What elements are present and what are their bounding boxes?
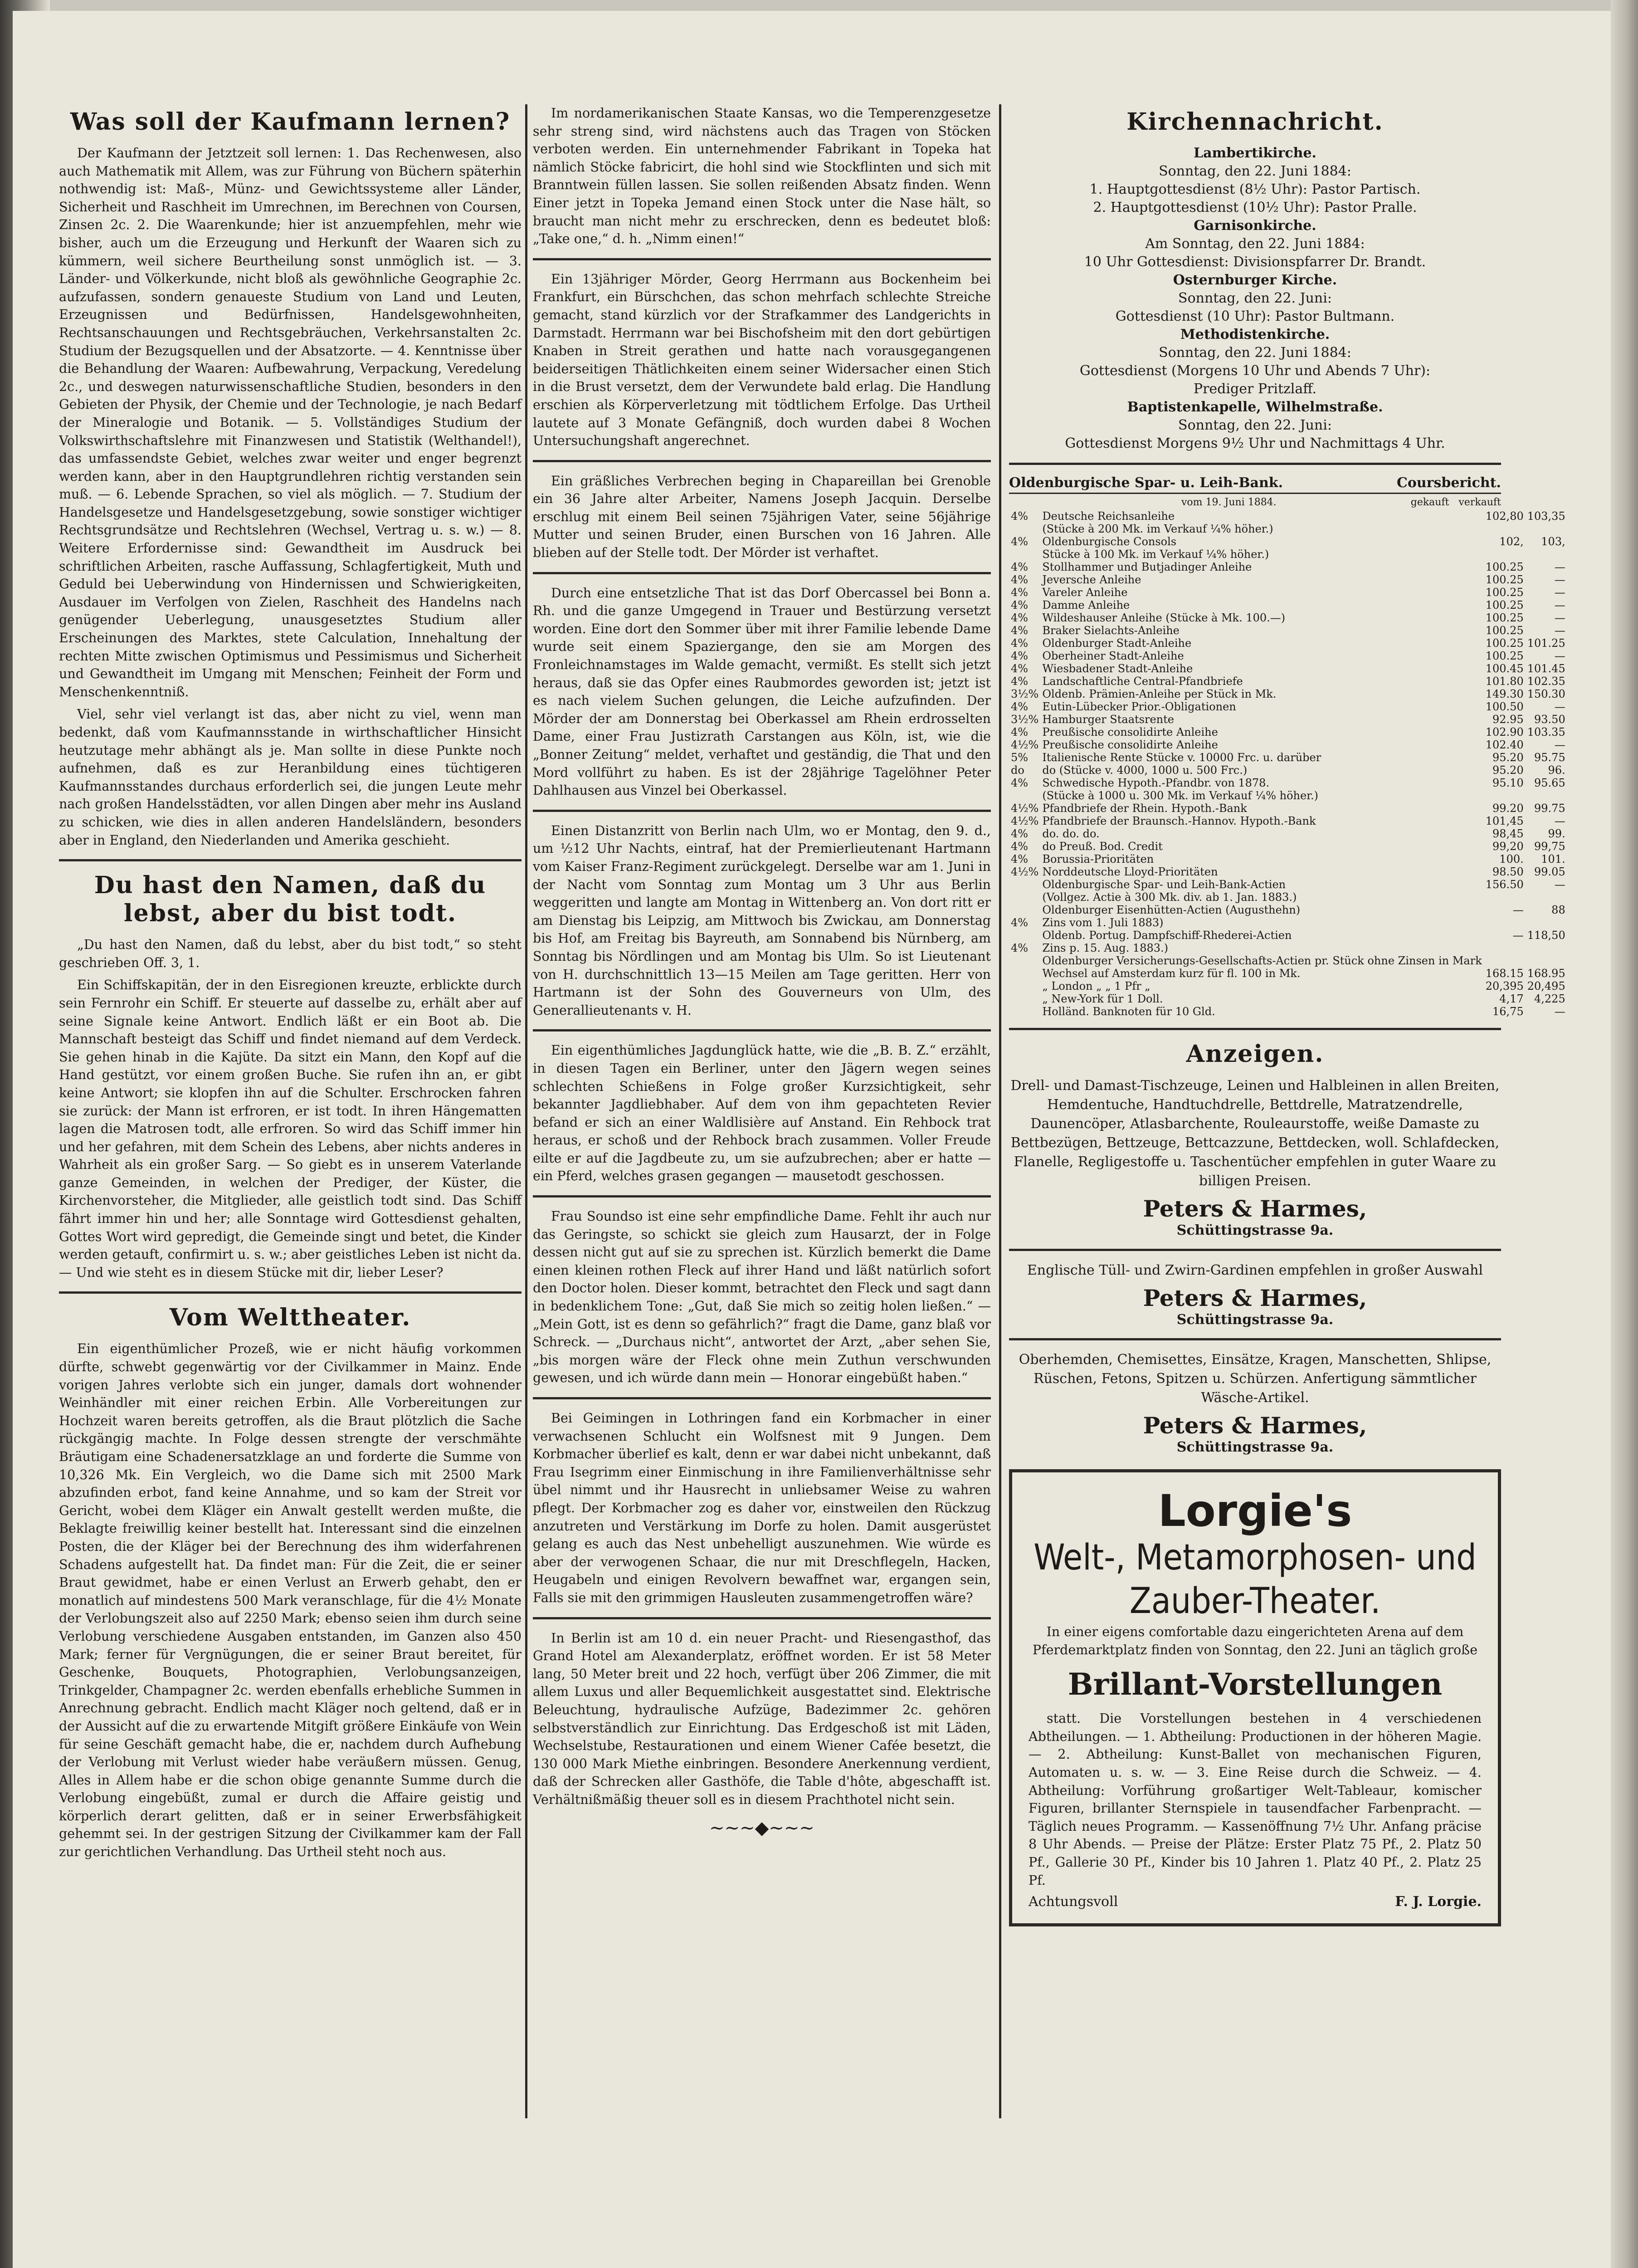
article-body-namen-1: „Du hast den Namen, daß du lebst, aber du bist todt,“ so steht geschrieben Off. 3, 1.	[59, 937, 522, 970]
firm-address: Schüttingstrasse 9a.	[1176, 1312, 1334, 1328]
rate-security: Oberheiner Stadt-Anleihe	[1042, 650, 1184, 662]
rate-row	[1009, 535, 1567, 548]
column-2	[533, 104, 991, 1838]
rate-sell: 150.30	[1527, 688, 1565, 700]
rate-interest: 5%	[1011, 751, 1029, 764]
ad-textiles-text: Drell- und Damast-Tischzeuge, Leinen und Halbleinen in allen Breiten, Hemdentuche, Handtuchdrelle, Bettdrelle, Matratzendrelle, Daunencöper, Atlasbarchente, Rouleaurstoffe, weiße Damaste zu Bettbezügen, Bettzeuge, Bettcazzune, Bettdecken, woll. Schlafdecken, Flanelle, Regligestoffe u. Taschentücher empfehlen in guter Waare zu billigen Preisen.	[1010, 1078, 1500, 1189]
rate-security: (Stücke à 200 Mk. im Verkauf ¼% höher.)	[1042, 523, 1273, 535]
rate-sell	[1526, 891, 1567, 904]
rate-security: Vareler Anleihe	[1042, 586, 1128, 599]
rate-row	[1009, 751, 1567, 764]
rate-security: do Preuß. Bod. Credit	[1042, 840, 1163, 853]
rate-row	[1009, 878, 1567, 891]
bank-title: Oldenburgische Spar- u. Leih-Bank.	[1009, 475, 1283, 491]
theater-intro: In einer eigens comfortable dazu eingerichteten Arena auf dem Pferdemarktplatz finden von Sonntag, den 22. Juni an täglich große	[1032, 1624, 1478, 1657]
divider	[1009, 1028, 1501, 1030]
column-rule	[525, 104, 527, 2118]
rate-buy: 100.25	[1485, 561, 1524, 573]
rate-interest	[1009, 523, 1040, 535]
coursbericht-title: Coursbericht.	[1396, 475, 1501, 491]
rate-interest: 4%	[1011, 942, 1029, 954]
rate-security: Stollhammer und Butjadinger Anleihe	[1042, 561, 1252, 573]
rate-row	[1009, 954, 1567, 967]
rate-buy: 168.15	[1485, 967, 1524, 980]
rate-security: Landschaftliche Central-Pfandbriefe	[1042, 675, 1243, 688]
article-body-prozess: Ein eigenthümlicher Prozeß, wie er nicht häufig vorkommen dürfte, schwebt gegenwärtig vor der Civilkammer in Mainz. Ende vorigen Jahres verlobte sich ein junger, damals dort wohnender Weinhändler mit einer reichen Erbin. Alle Vorbereitungen zur Hochzeit waren bereits getroffen, als die Braut plötzlich die Sache rückgängig machte. In Folge dessen strengte der verschmähte Bräutigam eine Schadenersatzklage an und forderte die Summe von 10,326 Mk. Ein Vergleich, wo die Dame sich mit 2500 Mark abzufinden erbot, fand keine Annahme, und so kam der Streit vor Gericht, wobei dem Kläger ein Anwalt gestellt werden mußte, die Beklagte freiwillig keiner bestellt hat. Interessant sind die einzelnen Posten, die der Kläger bei der Berechnung des ihm widerfahrenen Schadens aufgestellt hat. Da findet man: Für die Zeit, die er seiner Braut gewidmet, habe er einen Verlust an Erwerb gehabt, den er monatlich auf mindestens 500 Mark veranschlage, für die 4½ Monate der Verlobungszeit also auf 2250 Mark; ebenso seien ihm durch seine Verlobung verschiedene Ausgaben entstanden, im Ganzen also 450 Mark; ferner für Vergnügungen, die er seiner Braut bereitet, für Geschenke, Bouquets, Photographien, Verlobungsanzeigen, Trinkgelder, Champagner 2c. werden ebenfalls erhebliche Summen in Anrechnung gebracht. Endlich macht Kläger noch geltend, daß er in der Aussicht auf die zu erwartende Mitgift größere Einkäufe von Wein für seine Geschäft gemacht habe, die er, nachdem durch Aufhebung der Verlobung mit Verlust wieder habe veräußern müssen. Genug, Alles in Allem habe er die schon obige genannte Summe durch die Verlobung eingebüßt, zumal er durch die Affaire geistig und körperlich derart gelitten, daß er in seiner Erwerbsfähigkeit gehemmt sei. In der gestrigen Sitzung der Civilkammer kam der Fall zur gerichtlichen Verhandlung. Das Urtheil steht noch aus.	[59, 1341, 522, 1860]
column-3	[1009, 104, 1565, 1926]
firm-address: Schüttingstrasse 9a.	[1176, 1222, 1334, 1238]
rate-interest	[1009, 992, 1040, 1005]
rate-row	[1009, 777, 1567, 789]
divider	[59, 859, 522, 861]
rate-buy	[1484, 942, 1526, 954]
rate-interest	[1009, 878, 1040, 891]
rate-row	[1009, 738, 1567, 751]
church-name: Methodistenkirche.	[1180, 327, 1330, 342]
rate-row	[1009, 942, 1567, 954]
rate-interest	[1009, 904, 1040, 916]
signature-greeting: Achtungsvoll	[1029, 1894, 1118, 1910]
column-rule	[999, 104, 1001, 2118]
church-service-line: Sonntag, den 22. Juni 1884:	[1159, 345, 1351, 361]
rate-interest: 4%	[1011, 700, 1029, 713]
rate-sell	[1526, 789, 1567, 802]
rate-security: Zins p. 15. Aug. 1883.)	[1042, 942, 1168, 954]
rate-interest: 4%	[1011, 650, 1029, 662]
bank-subheader	[1009, 497, 1501, 508]
rate-buy: 102,80	[1485, 510, 1524, 523]
rate-interest: 4%	[1011, 777, 1029, 789]
rate-sell: 99,75	[1534, 840, 1565, 853]
article-wolfsnest: Bei Geimingen in Lothringen fand ein Korbmacher in einer verwachsenen Schlucht ein Wolfsnest mit 9 Jungen. Dem Korbmacher überlief es kalt, denn er war dabei nicht unbekannt, daß Frau Isegrimm einer Einmischung in ihre Familienverhältnisse sehr übel nimmt und ihr Hausrecht in unliebsamer Weise zu wahren pflegt. Der Korbmacher zog es daher vor, einstweilen den Rückzug anzutreten und Verstärkung im Dorfe zu holen. Damit ausgerüstet gelang es auch das Nest unbehelligt auszunehmen. Wie würde es aber der verwogenen Schaar, die nur mit Dreschflegeln, Hacken, Heugabeln und einigen Revolvern bewaffnet war, ergangen sein, Falls sie mit den grimmigen Hausleuten zusammengetroffen wäre?	[533, 1411, 991, 1605]
rate-sell: 95.65	[1534, 777, 1565, 789]
rate-row	[1009, 662, 1567, 675]
rate-security: Wildeshauser Anleihe (Stücke à Mk. 100.—)	[1042, 611, 1286, 624]
rate-buy: —	[1512, 929, 1524, 942]
rate-interest: 4½%	[1011, 738, 1039, 751]
rate-buy: 4,17	[1499, 992, 1524, 1005]
rate-interest: 4½%	[1011, 815, 1039, 827]
church-service-line: 2. Hauptgottesdienst (10½ Uhr): Pastor Pralle.	[1093, 200, 1417, 215]
rate-interest: 4%	[1011, 561, 1029, 573]
sell-header: verkauft	[1458, 497, 1501, 508]
rate-buy: 95.10	[1492, 777, 1524, 789]
rate-sell	[1526, 942, 1567, 954]
rate-buy	[1484, 891, 1526, 904]
rate-security: Stücke à 100 Mk. im Verkauf ¼% höher.)	[1042, 548, 1269, 561]
rate-security: Preußische consolidirte Anleihe	[1042, 738, 1218, 751]
rate-row	[1009, 650, 1567, 662]
divider	[533, 1397, 991, 1399]
divider	[533, 572, 991, 574]
section-title-welttheater: Vom Welttheater.	[169, 1304, 411, 1332]
rate-sell: 95.75	[1534, 751, 1565, 764]
rate-row	[1009, 789, 1567, 802]
theater-line-2: Welt-, Metamorphosen- und	[1034, 1537, 1477, 1578]
rate-row	[1009, 815, 1567, 827]
rate-interest	[1009, 1005, 1040, 1018]
article-body-kaufmann-2: Viel, sehr viel verlangt ist das, aber nicht zu viel, wenn man bedenkt, daß vom Kaufmannsstande in wirthschaftlicher Hinsicht heutzutage mehr abhängt als je. Man sollte in diese Punkte noch aufnehmen, daß es zur Heranbildung eines tüchtigeren Kaufmannsstandes durchaus erforderlich sei, die jungen Leute mehr nach großen Handelsstädten, vor allen Dingen aber mehr ins Ausland zu schicken, wie dies in allen anderen Handelsländern, besonders aber in England, den Niederlanden und Amerika geschieht.	[59, 707, 522, 848]
divider	[59, 1291, 522, 1294]
rate-interest: 4%	[1011, 510, 1029, 523]
rate-security: Oldenburgische Spar- und Leih-Bank-Actien	[1042, 878, 1286, 891]
rate-interest	[1009, 980, 1040, 992]
rate-security: Norddeutsche Lloyd-Prioritäten	[1042, 865, 1218, 878]
article-empfindliche-dame: Frau Soundso ist eine sehr empfindliche Dame. Fehlt ihr auch nur das Geringste, so schickt sie gleich zum Hausarzt, der in Folge dessen nicht gut auf sie zu sprechen ist. Kürzlich bemerkt die Dame einen kleinen rothen Fleck auf ihrer Hand und läßt natürlich sofort den Doctor holen. Dieser kommt, betrachtet den Fleck und sagt dann in bedenklichem Tone: „Gut, daß Sie mich so zeitig holen ließen.“ — „Mein Gott, ist es denn so gefährlich?“ fragt die Dame, ganz blaß vor Schreck. — „Durchaus nicht“, antwortet der Arzt, „aber sehen Sie, „bis morgen wäre der Fleck ohne mein Zuthun verschwunden gewesen, und ich würde dann mein — Honorar eingebüßt haben.“	[533, 1209, 991, 1386]
rate-buy: 149.30	[1485, 688, 1524, 700]
rate-security: Oldenburger Versicherungs-Gesellschafts-Actien pr. Stück ohne Zinsen in Mark	[1042, 954, 1482, 967]
rate-sell: —	[1554, 650, 1565, 662]
rate-interest: 4%	[1011, 586, 1029, 599]
article-jagdunglueck: Ein eigenthümliches Jagdunglück hatte, wie die „B. B. Z.“ erzählt, in diesen Tagen ein Berliner, unter den Jägern wegen seines schlechten Schießens in Folge großer Kurzsichtigkeit, sehr bekannter Jagdliebhaber. Auf dem von ihm gepachteten Revier befand er sich an einer Waldlisière auf Anstand. Ein Rehbock trat heraus, er schoß und der Rehbock brach zusammen. Voller Freude eilte er auf die Jagdbeute zu, um sie aufzubrechen; aber er hatte — ein Pferd, welches grasen gegangen — mausetodt geschossen.	[533, 1043, 991, 1184]
rate-sell: 99.05	[1534, 865, 1565, 878]
rate-sell: 96.	[1548, 764, 1565, 777]
article-title-namen: Du hast den Namen, daß du lebst, aber du bist todt.	[94, 871, 487, 928]
buy-header: gekauft	[1410, 497, 1449, 508]
rate-security: Deutsche Reichsanleihe	[1042, 510, 1175, 523]
ad-textiles	[1009, 1076, 1501, 1239]
rate-interest: 4%	[1011, 916, 1029, 929]
rate-sell: —	[1554, 599, 1565, 611]
rate-row	[1009, 929, 1567, 942]
divider	[533, 810, 991, 812]
rate-interest: 4%	[1011, 599, 1029, 611]
rate-buy: 100.25	[1485, 611, 1524, 624]
rate-buy: 92.95	[1492, 713, 1524, 726]
rate-buy: 16,75	[1492, 1005, 1524, 1018]
rate-interest: 4%	[1011, 535, 1029, 548]
rate-security: (Vollgez. Actie à 300 Mk. div. ab 1. Jan. 1883.)	[1042, 891, 1297, 904]
divider	[533, 1617, 991, 1619]
rate-buy	[1484, 523, 1526, 535]
rate-interest: 4%	[1011, 827, 1029, 840]
rate-security: Borussia-Prioritäten	[1042, 853, 1154, 865]
rate-interest: 4%	[1011, 675, 1029, 688]
bank-date: vom 19. Juni 1884.	[1181, 497, 1277, 508]
church-service-line: Sonntag, den 22. Juni 1884:	[1159, 163, 1351, 179]
rate-sell: 103,35	[1527, 510, 1565, 523]
rate-buy: 100.25	[1485, 573, 1524, 586]
rate-sell: —	[1554, 700, 1565, 713]
rate-buy	[1484, 954, 1526, 967]
rate-interest: 4%	[1011, 662, 1029, 675]
rate-security: do (Stücke v. 4000, 1000 u. 500 Frc.)	[1042, 764, 1248, 777]
rate-row	[1009, 523, 1567, 535]
rate-interest: 4%	[1011, 637, 1029, 650]
rate-buy: 95.20	[1492, 751, 1524, 764]
article-moerder: Ein 13jähriger Mörder, Georg Herrmann aus Bockenheim bei Frankfurt, ein Bürschchen, das schon mehrfach schlechte Streiche gemacht, stand kürzlich vor der Strafkammer des Landgerichts in Darmstadt. Herrmann war bei Bischofsheim mit den dort gebürtigen Knaben in Streit gerathen und hatte nach vorausgegangenen beiderseitigen Thätlichkeiten einem seiner Widersacher einen Stich in die Brust versetzt, dem der Verwundete bald erlag. Die Handlung erschien als Körperverletzung mit tödtlichem Erfolge. Das Urtheil lautete auf 3 Monate Gefängniß, doch wurden dabei 8 Wochen Untersuchungshaft angerechnet.	[533, 271, 991, 449]
rate-buy: 100.50	[1485, 700, 1524, 713]
rate-security: Oldenb. Portug. Dampfschiff-Rhederei-Actien	[1042, 929, 1292, 942]
rate-buy: 101.80	[1485, 675, 1524, 688]
rate-interest	[1009, 548, 1040, 561]
church-name: Osternburger Kirche.	[1173, 272, 1337, 288]
article-title-kaufmann: Was soll der Kaufmann lernen?	[70, 108, 511, 136]
rate-security: Wiesbadener Stadt-Anleihe	[1042, 662, 1193, 675]
rate-sell	[1526, 523, 1567, 535]
rate-sell: 168.95	[1527, 967, 1565, 980]
rate-interest: 4½%	[1011, 802, 1039, 815]
rate-sell: 93.50	[1534, 713, 1565, 726]
kirchennachricht-title: Kirchennachricht.	[1126, 108, 1384, 136]
divider	[1009, 463, 1501, 465]
theater-line-3: Zauber-Theater.	[1129, 1581, 1381, 1622]
rate-security: Holländ. Banknoten für 10 Gld.	[1042, 1005, 1215, 1018]
rate-sell	[1526, 548, 1567, 561]
rate-security: Pfandbriefe der Rhein. Hypoth.-Bank	[1042, 802, 1247, 815]
rate-security: Oldenb. Prämien-Anleihe per Stück in Mk.	[1042, 688, 1277, 700]
rate-sell	[1526, 916, 1567, 929]
rate-row	[1009, 510, 1567, 523]
article-verbrechen: Ein gräßliches Verbrechen beging in Chapareillan bei Grenoble ein 36 Jahre alter Arbeiter, Namens Joseph Jacquin. Derselbe erschlug mit einem Beil seinen 75jährigen Vater, seine 56jährige Mutter und seinen Bruder, einen Burschen von 16 Jahren. Alle blieben auf der Stelle todt. Der Mörder ist verhaftet.	[533, 473, 991, 561]
theater-body: statt. Die Vorstellungen bestehen in 4 verschiedenen Abtheilungen. — 1. Abtheilung: Productionen in der höheren Magie. — 2. Abtheilung: Kunst-Ballet von mechanischen Figuren, Automaten u. s. w. — 3. Eine Reise durch die Schweiz. — 4. Abtheilung: Vorführung großartiger Welt-Tableaur, komischer Figuren, brillanter Sternspiele in tausendfacher Farbenpracht. — Täglich neues Programm. — Kassenöffnung 7½ Uhr. Anfang präcise 8 Uhr Abends. — Preise der Plätze: Erster Platz 75 Pf., 2. Platz 50 Pf., Gallerie 30 Pf., Kinder bis 10 Jahren 1. Platz 40 Pf., 2. Platz 25 Pf.	[1029, 1711, 1482, 1888]
rate-sell: 4,225	[1534, 992, 1565, 1005]
rate-security: Oldenburger Eisenhütten-Actien (Augusthehn)	[1042, 904, 1301, 916]
church-service-line: Prediger Pritzlaff.	[1193, 381, 1317, 397]
rate-sell: 101.	[1541, 853, 1565, 865]
rate-buy: 100.25	[1485, 624, 1524, 637]
church-service-line: 10 Uhr Gottesdienst: Divisionspfarrer Dr. Brandt.	[1084, 254, 1426, 270]
church-service-line: Sonntag, den 22. Juni:	[1178, 290, 1332, 306]
rate-buy: 99,20	[1492, 840, 1524, 853]
church-service-line: Sonntag, den 22. Juni:	[1178, 417, 1332, 433]
rate-sell: 88	[1551, 904, 1565, 916]
rate-security: Eutin-Lübecker Prior.-Obligationen	[1042, 700, 1236, 713]
end-ornament: ~~~◆~~~	[709, 1818, 814, 1839]
divider	[533, 460, 991, 462]
rate-row	[1009, 865, 1567, 878]
rate-row	[1009, 904, 1567, 916]
church-service-line: Gottesdienst (10 Uhr): Pastor Bultmann.	[1115, 308, 1395, 324]
rate-buy: 98,45	[1492, 827, 1524, 840]
rate-row	[1009, 840, 1567, 853]
rate-sell: —	[1554, 573, 1565, 586]
rate-sell: 118,50	[1527, 929, 1565, 942]
rate-sell: —	[1554, 878, 1565, 891]
rate-sell: —	[1554, 611, 1565, 624]
rate-sell: —	[1554, 586, 1565, 599]
rate-interest: 4%	[1011, 853, 1029, 865]
rate-sell: 99.	[1548, 827, 1565, 840]
rate-security: (Stücke à 1000 u. 300 Mk. im Verkauf ¼% höher.)	[1042, 789, 1319, 802]
rate-buy: 100.25	[1485, 586, 1524, 599]
divider	[533, 1195, 991, 1198]
rate-buy: 156.50	[1485, 878, 1524, 891]
column-1	[59, 104, 522, 1866]
firm-name: Peters & Harmes,	[1143, 1412, 1367, 1439]
rate-buy: 100.25	[1485, 599, 1524, 611]
rate-interest	[1009, 891, 1040, 904]
rate-row	[1009, 802, 1567, 815]
rate-interest	[1009, 967, 1040, 980]
rate-buy	[1484, 789, 1526, 802]
rate-interest	[1009, 929, 1040, 942]
divider	[1009, 1338, 1501, 1340]
theater-headline: Brillant-Vorstellungen	[1068, 1667, 1443, 1702]
rate-buy: 102,	[1499, 535, 1524, 548]
rate-buy: 102.90	[1485, 726, 1524, 738]
rate-security: do. do. do.	[1042, 827, 1100, 840]
rate-security: Oldenburgische Consols	[1042, 535, 1177, 548]
rate-interest	[1009, 789, 1040, 802]
rate-security: Pfandbriefe der Braunsch.-Hannov. Hypoth.-Bank	[1042, 815, 1316, 827]
rate-security: Preußische consolidirte Anleihe	[1042, 726, 1218, 738]
rate-sell: 102.35	[1527, 675, 1565, 688]
rate-buy: 20,395	[1485, 980, 1524, 992]
rate-row	[1009, 637, 1567, 650]
rate-sell: 103,	[1541, 535, 1565, 548]
anzeigen-title: Anzeigen.	[1186, 1040, 1324, 1068]
rate-security: Hamburger Staatsrente	[1042, 713, 1174, 726]
rate-security: Braker Sielachts-Anleihe	[1042, 624, 1180, 637]
ad-lorgie-theater	[1009, 1469, 1501, 1926]
rate-row	[1009, 827, 1567, 840]
rate-security: Oldenburger Stadt-Anleihe	[1042, 637, 1192, 650]
exchange-rate-table	[1009, 510, 1567, 1018]
church-service-line: 1. Hauptgottesdienst (8½ Uhr): Pastor Partisch.	[1089, 181, 1421, 197]
rate-security: „ London „ „ 1 Pfr „	[1042, 980, 1150, 992]
rate-sell: 103.35	[1527, 726, 1565, 738]
rate-security: Schwedische Hypoth.-Pfandbr. von 1878.	[1042, 777, 1270, 789]
rate-security: Damme Anleihe	[1042, 599, 1130, 611]
rate-buy: 100.25	[1485, 650, 1524, 662]
firm-address: Schüttingstrasse 9a.	[1176, 1439, 1334, 1455]
rate-row	[1009, 891, 1567, 904]
bank-header	[1009, 475, 1501, 494]
ad-waesche-text: Oberhemden, Chemisettes, Einsätze, Kragen, Manschetten, Shlipse, Rüschen, Fetons, Spitzen u. Schürzen. Anfertigung sämmtlicher Wäsche-Artikel.	[1019, 1352, 1492, 1406]
rate-buy: 95.20	[1492, 764, 1524, 777]
article-body-kaufmann-1: Der Kaufmann der Jetztzeit soll lernen: 1. Das Rechenwesen, also auch Mathematik mit Allem, was zur Führung von Büchern späterhin nothwendig ist: Maß-, Münz- und Gewichtssysteme aller Länder, Sicherheit und Raschheit im Umrechnen, im Berechnen von Coursen, Zinsen 2c. 2. Die Waarenkunde; hier ist anzuempfehlen, mehr wie bisher, auch um die Erzeugung und Herkunft der Waaren sich zu kümmern, weil sichere Beurtheilung sonst unmöglich ist. — 3. Länder- und Völkerkunde, nicht bloß als gewöhnliche Geographie 2c. aufzufassen, sondern genaueste Studium von Land und Leuten, Erzeugnissen und Bedürfnissen, Handelsgewohnheiten, Rechtsanschauungen und Rechtsgebräuchen, Verkehrsanstalten 2c. Studium der Bezugsquellen und der Absatzorte. — 4. Kenntnisse über die Behandlung der Waaren: Aufbewahrung, Verpackung, Veredelung 2c., und deswegen naturwissenschaftliche Studien, besonders in den Gebieten der Physik, der Chemie und der Technologie, je nach Bedarf der Mineralogie und Botanik. — 5. Vollständiges Studium der Volkswirthschaftslehre mit Finanzwesen und Statistik (Welthandel!), das umfassendste Gebiet, welches zwar weiter und enger begrenzt werden kann, aber in den Hauptgrundlehren richtig verstanden sein muß. — 6. Lebende Sprachen, so viel als möglich. — 7. Studium der Handelsgesetze und Handelsgesetzgebung, sowie sonstiger wichtiger Rechtsgrundsätze und Rechtslehren (Wechsel, Vertrag u. s. w.) — 8. Weitere Erfordernisse sind: Gewandtheit im Ausdruck bei schriftlichen Arbeiten, rasche Auffassung, Schlagfertigkeit, Muth und Geduld bei Ueberwindung von Hindernissen und Schwierigkeiten, Ausdauer im Verfolgen von Zielen, Raschheit des Handelns nach genügender Ueberlegung, unausgesetztes Studium aller Erscheinungen des Marktes, stete Calculation, Innehaltung der rechten Mitte zwischen Optimismus und Pessimismus und Sicherheit und Gewandtheit im Umgang mit Menschen; Feinheit der Form und Menschenkenntniß.	[59, 146, 522, 699]
rate-security: Zins vom 1. Juli 1883)	[1042, 916, 1164, 929]
article-body-namen-2: Ein Schiffskapitän, der in den Eisregionen kreuzte, erblickte durch sein Fernrohr ein Schiff. Er steuerte auf dasselbe zu, erhält aber auf seine Signale keine Antwort. Endlich läßt er ein Boot ab. Die Mannschaft besteigt das Schiff und findet niemand auf dem Verdeck. Sie gehen hinab in die Kajüte. Da sitzt ein Mann, den Kopf auf die Hand gestützt, vor einem großen Buche. Sie rufen ihn an, er gibt keine Antwort; sie klopfen ihn auf die Schulter. Erschrocken fahren sie zurück: der Mann ist erfroren, er ist todt. In ihren Hängematten lagen die Matrosen todt, alle erfroren. So wird das Schiff immer hin und her gefahren, mit dem Schein des Lebens, aber nichts anderes in Wahrheit als ein großer Sarg. — So giebt es in unserem Vaterlande ganze Gemeinden, in welchen der Prediger, der Küster, die Kirchenvorsteher, die Mitglieder, alle geistlich todt sind. Das Schiff fährt immer hin und her; alle Sonntage wird Gottesdienst gehalten, Gottes Wort wird gepredigt, die Gemeinde singt und betet, die Kinder werden getauft, confirmirt u. s. w.; aber geistliches Leben ist nicht da. — Und wie steht es in diesem Stücke mit dir, lieber Leser?	[59, 978, 522, 1280]
rate-sell: 20,495	[1527, 980, 1565, 992]
rate-row	[1009, 586, 1567, 599]
rate-buy: 99.20	[1492, 802, 1524, 815]
rate-sell: 101.45	[1527, 662, 1565, 675]
theater-signature	[1029, 1894, 1482, 1910]
rate-row	[1009, 675, 1567, 688]
rate-row	[1009, 980, 1567, 992]
rate-interest: 4%	[1011, 573, 1029, 586]
rate-security: Jeversche Anleihe	[1042, 573, 1141, 586]
church-service-line: Am Sonntag, den 22. Juni 1884:	[1145, 236, 1365, 252]
rate-buy: 102.40	[1485, 738, 1524, 751]
rate-interest: 4%	[1011, 611, 1029, 624]
rate-interest: 3½%	[1011, 688, 1039, 700]
rate-row	[1009, 726, 1567, 738]
rate-sell: —	[1554, 815, 1565, 827]
rate-buy: 101,45	[1485, 815, 1524, 827]
rate-sell: —	[1554, 624, 1565, 637]
rate-row	[1009, 992, 1567, 1005]
rate-buy: 100.45	[1485, 662, 1524, 675]
rate-row	[1009, 1005, 1567, 1018]
ad-gardinen	[1009, 1261, 1501, 1328]
article-obercassel: Durch eine entsetzliche That ist das Dorf Obercassel bei Bonn a. Rh. und die ganze Umgegend in Trauer und Bestürzung versetzt worden. Eine dort den Sommer über mit ihrer Familie lebende Dame wurde seit einem Spaziergange, den sie am Morgen des Fronleichnamstages im Walde gemacht, vermißt. Es stellt sich jetzt heraus, daß sie das Opfer eines Raubmordes geworden ist; jetzt ist es nach vielem Suchen gelungen, die Leiche aufzufinden. Der Mörder der am Donnerstag bei Oberkassel am Rhein erdrosselten Dame, einer Frau Justizrath Carstangen aus Köln, ist, wie die „Bonner Zeitung“ meldet, verhaftet und geständig, die That und den Mord vollführt zu haben. Es ist der 28jährige Tagelöhner Peter Dahlhausen aus Vinzel bei Oberkassel.	[533, 585, 991, 798]
rate-buy	[1484, 548, 1526, 561]
rate-interest: 4%	[1011, 624, 1029, 637]
church-name: Baptistenkapelle, Wilhelmstraße.	[1127, 399, 1383, 415]
church-name: Garnisonkirche.	[1194, 218, 1316, 234]
rate-sell: —	[1554, 1005, 1565, 1018]
church-list	[1009, 144, 1501, 453]
page-edge	[1611, 0, 1638, 2268]
article-kansas: Im nordamerikanischen Staate Kansas, wo die Temperenzgesetze sehr streng sind, wird nächstens auch das Tragen von Stöcken verboten werden. Ein unternehmender Fabrikant in Topeka hat nämlich Stöcke fabricirt, die hohl sind wie Stockflinten und sich mit Branntwein füllen lassen. Sie sollen reißenden Absatz finden. Wenn Einer jetzt in Topeka Jemand einen Stock unter die Nase hält, so braucht man nicht mehr zu erschrecken, denn es bedeutet bloß: „Take one,“ d. h. „Nimm einen!“	[533, 106, 991, 247]
rate-row	[1009, 967, 1567, 980]
rate-sell: —	[1554, 561, 1565, 573]
rate-buy: 98.50	[1492, 865, 1524, 878]
rate-security: Wechsel auf Amsterdam kurz für fl. 100 in Mk.	[1042, 967, 1301, 980]
rate-row	[1009, 853, 1567, 865]
rate-row	[1009, 611, 1567, 624]
rate-sell: 101.25	[1527, 637, 1565, 650]
firm-name: Peters & Harmes,	[1143, 1285, 1367, 1311]
rate-interest: 4%	[1011, 840, 1029, 853]
rate-buy: 100.	[1499, 853, 1524, 865]
rate-row	[1009, 713, 1567, 726]
rate-security: Italienische Rente Stücke v. 10000 Frc. u. darüber	[1042, 751, 1321, 764]
ad-gardinen-text: Englische Tüll- und Zwirn-Gardinen empfehlen in großer Auswahl	[1027, 1262, 1483, 1278]
rate-row	[1009, 764, 1567, 777]
rate-row	[1009, 688, 1567, 700]
rate-buy: —	[1512, 904, 1524, 916]
rate-row	[1009, 700, 1567, 713]
rate-buy: 100.25	[1485, 637, 1524, 650]
rate-row	[1009, 624, 1567, 637]
ad-waesche	[1009, 1350, 1501, 1456]
article-distanzritt: Einen Distanzritt von Berlin nach Ulm, wo er Montag, den 9. d., um ½12 Uhr Nachts, eintraf, hat der Premierlieutenant Hartmann vom Kaiser Franz-Regiment zurückgelegt. Derselbe war am 1. Juni in der Nacht vom Sonntag zum Montag um 3 Uhr aus Berlin weggeritten und langte am Montag in Wittenberg an. Von dort ritt er am Dienstag bis Leipzig, am Mittwoch bis Zwickau, am Donnerstag bis Hof, am Freitag bis Bayreuth, am Sonnabend bis Nürnberg, am Sonntag bis Nördlingen und am Montag bis Ulm. So ist Lieutenant von H. durchschnittlich 13—15 Meilen am Tage geritten. Herr von Hartmann ist der Sohn des Gouverneurs von Ulm, des Generallieutenants v. H.	[533, 823, 991, 1018]
church-service-line: Gottesdienst (Morgens 10 Uhr und Abends 7 Uhr):	[1079, 363, 1431, 379]
rate-security: „ New-York für 1 Doll.	[1042, 992, 1163, 1005]
rate-interest: 3½%	[1011, 713, 1039, 726]
rate-sell: —	[1554, 738, 1565, 751]
rate-sell: 99.75	[1534, 802, 1565, 815]
divider	[1009, 1249, 1501, 1251]
church-service-line: Gottesdienst Morgens 9½ Uhr und Nachmittags 4 Uhr.	[1065, 435, 1445, 451]
firm-name: Peters & Harmes,	[1143, 1195, 1367, 1222]
theater-name: Lorgie's	[1158, 1486, 1352, 1536]
church-name: Lambertikirche.	[1194, 145, 1316, 161]
rate-sell	[1526, 954, 1567, 967]
rate-interest: do	[1011, 764, 1024, 777]
rate-interest: 4½%	[1011, 865, 1039, 878]
divider	[533, 1029, 991, 1031]
article-grand-hotel: In Berlin ist am 10 d. ein neuer Pracht- und Riesengasthof, das Grand Hotel am Alexanderplatz, eröffnet worden. Er ist 58 Meter lang, 50 Meter breit und 22 hoch, verfügt über 206 Zimmer, die mit allem Luxus und aller Bequemlichkeit ausgestattet sind. Elektrische Beleuchtung, hydraulische Aufzüge, Badezimmer 2c. gehören selbstverständlich zur Einrichtung. Das Erdgeschoß ist mit Läden, Wechselstube, Restaurationen und einem Wiener Cafée besetzt, die 130 000 Mark Miethe einbringen. Besondere Anerkennung verdient, daß der Schrecken aller Gasthöfe, die Table d'hôte, abgeschafft ist. Verhältnißmäßig theuer soll es in diesem Prachthotel nicht sein.	[533, 1630, 991, 1807]
rate-interest: 4%	[1011, 726, 1029, 738]
rate-row	[1009, 561, 1567, 573]
rate-row	[1009, 573, 1567, 586]
signature-name: F. J. Lorgie.	[1395, 1894, 1482, 1910]
divider	[533, 258, 991, 260]
rate-row	[1009, 599, 1567, 611]
rate-interest	[1009, 954, 1040, 967]
rate-row	[1009, 916, 1567, 929]
rate-buy	[1484, 916, 1526, 929]
rate-row	[1009, 548, 1567, 561]
